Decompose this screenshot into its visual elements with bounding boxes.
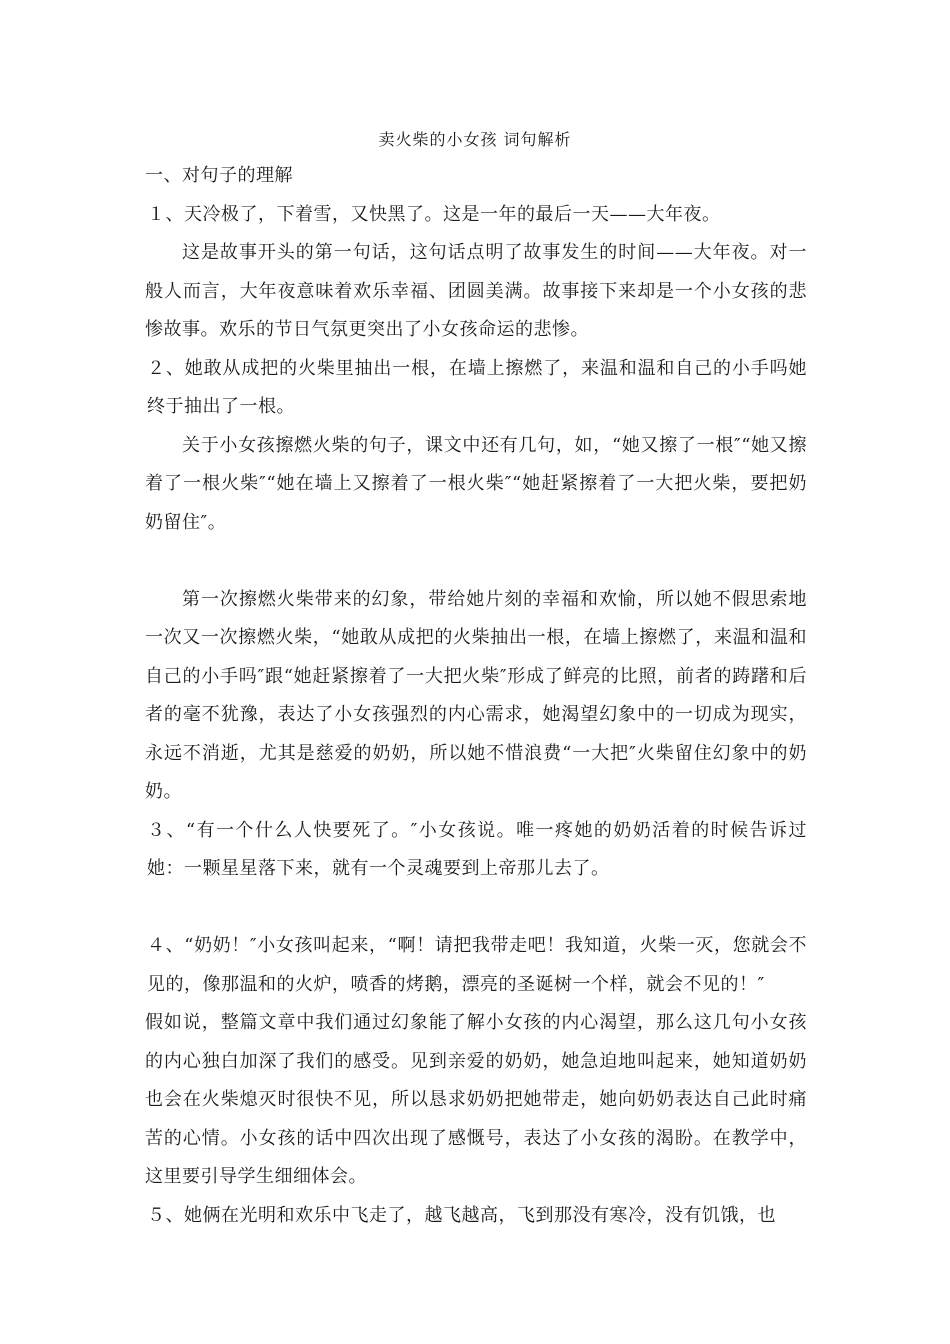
blank-line [145,542,807,581]
document-body [145,157,807,1235]
paragraph-7: ４、“奶奶！″小女孩叫起来，“啊！请把我带走吧！我知道，火柴一灭，您就会不见的，像那温和的火炉，喷香的烤鹅，漂亮的圣诞树一个样，就会不见的！″ [147,935,807,995]
paragraph-8: 假如说，整篇文章中我们通过幻象能了解小女孩的内心渴望，那么这几句小女孩的内心独白加深了我们的感受。见到亲爱的奶奶，她急迫地叫起来，她知道奶奶也会在火柴熄灭时很快不见，所以恳求奶奶把她带走，她向奶奶表达自己此时痛苦的心情。小女孩的话中四次出现了感慨号，表达了小女孩的渴盼。在教学中，这里要引导学生细细体会。 [145,1012,807,1187]
paragraph-5: 第一次擦燃火柴带来的幻象，带给她片刻的幸福和欢愉，所以她不假思索地一次又一次擦燃火柴，“她敢从成把的火柴抽出一根，在墙上擦燃了，来温和温和自己的小手吗″跟“她赶紧擦着了一大把火柴″形成了鲜亮的比照，前者的踌躇和后者的毫不犹豫，表达了小女孩强烈的内心需求，她渴望幻象中的一切成为现实，永远不消逝，尤其是慈爱的奶奶，所以她不惜浪费“一大把″火柴留住幻象中的奶奶。 [145,588,807,802]
section-heading: 一、对句子的理解 [145,165,293,186]
blank-line [145,889,807,928]
paragraph-9: ５、她俩在光明和欢乐中飞走了，越飞越高，飞到那没有寒冷，没有饥饿，也 [147,1204,776,1226]
paragraph-6: ３、“有一个什么人快要死了。″小女孩说。唯一疼她的奶奶活着的时候告诉过她：一颗星星落下来，就有一个灵魂要到上帝那儿去了。 [147,819,807,879]
paragraph-2: 这是故事开头的第一句话，这句话点明了故事发生的时间——大年夜。对一般人而言，大年夜意味着欢乐幸福、团圆美满。故事接下来却是一个小女孩的悲惨故事。欢乐的节日气氛更突出了小女孩命运的悲惨。 [145,242,807,340]
paragraph-4: 关于小女孩擦燃火柴的句子，课文中还有几句，如，“她又擦了一根″“她又擦着了一根火柴″“她在墙上又擦着了一根火柴″“她赶紧擦着了一大把火柴，要把奶奶留住″。 [145,434,807,533]
document-title: 卖火柴的小女孩 词句解析 [378,130,572,149]
paragraph-3: ２、她敢从成把的火柴里抽出一根，在墙上擦燃了，来温和温和自己的小手吗她终于抽出了一根。 [147,357,807,417]
paragraph-1: １、天冷极了，下着雪，又快黑了。这是一年的最后一天——大年夜。 [147,203,721,225]
